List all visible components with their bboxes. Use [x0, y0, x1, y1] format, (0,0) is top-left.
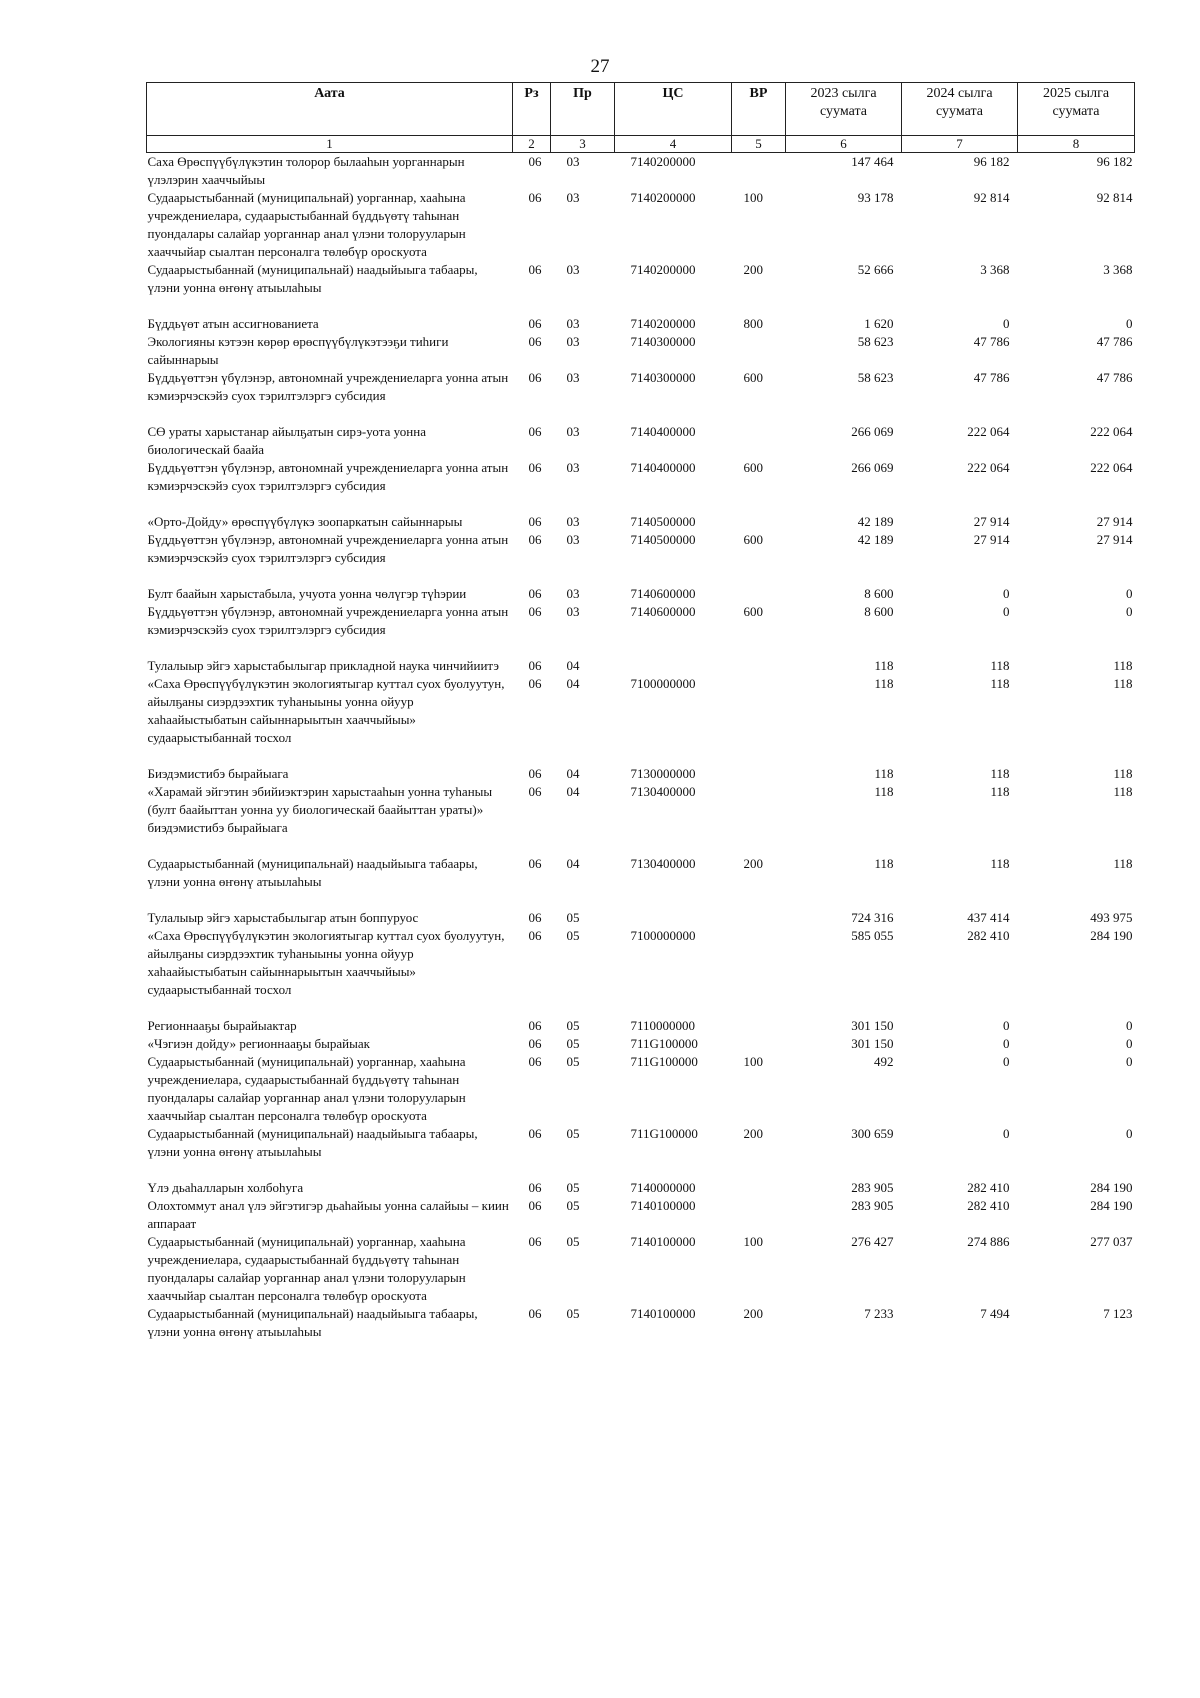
table-row	[147, 1125, 1135, 1179]
row-cs: 7140400000	[630, 460, 696, 475]
row-amount-2025: 0	[1126, 1126, 1133, 1141]
row-amount-2023: 52 666	[857, 262, 894, 277]
row-pr: 05	[566, 1306, 580, 1321]
row-pr: 03	[566, 514, 580, 529]
row-cs: 7100000000	[630, 928, 696, 943]
row-cs: 7140400000	[630, 424, 696, 439]
row-amount-2025: 118	[1113, 784, 1133, 799]
row-rz: 06	[528, 1018, 542, 1033]
row-cs: 7140200000	[630, 190, 696, 205]
row-name: Бүддьүөт атын ассигнованиета	[147, 316, 319, 331]
row-amount-2024: 222 064	[967, 460, 1010, 475]
row-amount-2025: 0	[1126, 316, 1133, 331]
row-rz: 06	[528, 784, 542, 799]
row-rz: 06	[528, 928, 542, 943]
row-cs: 711G100000	[630, 1126, 698, 1141]
row-cs: 7100000000	[630, 676, 696, 691]
row-name: Булт баайын харыстабыла, учуота уонна чөлүгэр түһэрии	[147, 586, 467, 601]
row-rz: 06	[528, 1180, 542, 1195]
row-name: Бүддьүөттэн үбүлэнэр, автономнай учреждениеларга уонна атын кэмиэрчэскэйэ суох тэрилтэлэргэ субсидия	[147, 532, 509, 565]
row-vr: 200	[743, 1306, 763, 1321]
row-name: Судаарыстыбаннай (муниципальнай) наадыйыыга табаары, үлэни уонна өҥөнү атыылаһыы	[147, 856, 478, 889]
row-amount-2023: 283 905	[851, 1180, 894, 1195]
column-header-pr: Пр	[551, 83, 615, 136]
row-pr: 05	[566, 1036, 580, 1051]
row-amount-2023: 1 620	[864, 316, 894, 331]
row-vr	[732, 153, 786, 190]
row-name: Тулалыыр эйгэ харыстабылыгар атын боппуруос	[147, 910, 419, 925]
row-amount-2025: 3 368	[1103, 262, 1133, 277]
column-number: 6	[786, 136, 902, 153]
row-rz: 06	[528, 424, 542, 439]
row-amount-2025: 118	[1113, 676, 1133, 691]
table-row	[147, 1233, 1135, 1305]
row-amount-2023: 8 600	[864, 586, 894, 601]
row-amount-2025: 0	[1126, 1054, 1133, 1069]
row-vr: 100	[743, 1234, 763, 1249]
column-number-row	[147, 136, 1135, 153]
table-row	[147, 927, 1135, 1017]
row-name: Судаарыстыбаннай (муниципальнай) наадыйыыга табаары, үлэни уонна өҥөнү атыылаһыы	[147, 262, 478, 295]
table-row	[147, 585, 1135, 603]
row-vr	[732, 1179, 786, 1197]
row-cs: 7140100000	[630, 1306, 696, 1321]
row-cs: 7130000000	[630, 766, 696, 781]
column-header-vr: ВР	[732, 83, 786, 136]
table-row	[147, 513, 1135, 531]
row-vr	[732, 675, 786, 765]
budget-sheet	[146, 82, 1133, 1341]
row-vr	[732, 927, 786, 1017]
row-vr	[732, 423, 786, 459]
row-pr: 04	[566, 856, 580, 871]
row-rz: 06	[528, 586, 542, 601]
row-amount-2025: 277 037	[1090, 1234, 1133, 1249]
row-vr	[732, 1017, 786, 1035]
row-amount-2023: 118	[874, 766, 894, 781]
row-amount-2023: 118	[874, 856, 894, 871]
row-vr	[732, 333, 786, 369]
column-header-cs: ЦС	[615, 83, 732, 136]
row-amount-2024: 222 064	[967, 424, 1010, 439]
row-amount-2024: 0	[1003, 586, 1010, 601]
row-amount-2023: 42 189	[857, 532, 894, 547]
row-amount-2023: 118	[874, 784, 894, 799]
row-name: Саха Өрөспүүбүлүкэтин толорор былааһын уорганнарын үлэлэрин хааччыйыы	[147, 154, 465, 187]
row-amount-2025: 284 190	[1090, 1198, 1133, 1213]
row-amount-2024: 3 368	[980, 262, 1010, 277]
row-pr: 03	[566, 154, 580, 169]
column-number: 5	[732, 136, 786, 153]
row-vr	[732, 513, 786, 531]
table-row	[147, 459, 1135, 513]
row-vr	[732, 1197, 786, 1233]
row-cs: 7140200000	[630, 154, 696, 169]
row-amount-2025: 222 064	[1090, 424, 1133, 439]
row-rz: 06	[528, 1234, 542, 1249]
row-cs: 7140300000	[630, 334, 696, 349]
row-vr	[732, 657, 786, 675]
column-number: 8	[1018, 136, 1135, 153]
row-vr: 200	[743, 1126, 763, 1141]
row-amount-2024: 47 786	[973, 334, 1010, 349]
row-pr: 05	[566, 910, 580, 925]
row-cs: 7140500000	[630, 532, 696, 547]
row-cs	[615, 657, 732, 675]
row-cs: 7140000000	[630, 1180, 696, 1195]
row-amount-2024: 0	[1003, 316, 1010, 331]
column-number: 3	[551, 136, 615, 153]
table-row	[147, 783, 1135, 855]
row-rz: 06	[528, 676, 542, 691]
row-amount-2025: 47 786	[1096, 370, 1133, 385]
row-amount-2024: 47 786	[973, 370, 1010, 385]
budget-table	[146, 82, 1135, 1341]
row-name: Бүддьүөттэн үбүлэнэр, автономнай учреждениеларга уонна атын кэмиэрчэскэйэ суох тэрилтэлэргэ субсидия	[147, 370, 509, 403]
row-pr: 03	[566, 262, 580, 277]
column-number: 7	[902, 136, 1018, 153]
row-amount-2025: 27 914	[1096, 532, 1133, 547]
table-row	[147, 855, 1135, 909]
column-header-rz: Рз	[513, 83, 551, 136]
row-amount-2024: 0	[1003, 604, 1010, 619]
row-amount-2025: 96 182	[1096, 154, 1133, 169]
row-cs	[615, 909, 732, 927]
row-cs: 7140200000	[630, 262, 696, 277]
row-pr: 03	[566, 586, 580, 601]
row-name: Регионнааҕы бырайыактар	[147, 1018, 297, 1033]
row-amount-2024: 0	[1003, 1036, 1010, 1051]
row-amount-2023: 724 316	[851, 910, 894, 925]
table-row	[147, 261, 1135, 315]
row-rz: 06	[528, 766, 542, 781]
row-amount-2024: 437 414	[967, 910, 1010, 925]
row-amount-2025: 0	[1126, 1036, 1133, 1051]
table-row	[147, 1179, 1135, 1197]
row-amount-2024: 118	[990, 766, 1010, 781]
row-amount-2023: 7 233	[864, 1306, 894, 1321]
row-name: Судаарыстыбаннай (муниципальнай) наадыйыыга табаары, үлэни уонна өҥөнү атыылаһыы	[147, 1126, 478, 1159]
row-cs: 7140200000	[630, 316, 696, 331]
table-row	[147, 603, 1135, 657]
row-amount-2024: 96 182	[973, 154, 1010, 169]
row-vr: 100	[743, 1054, 763, 1069]
row-vr: 200	[743, 856, 763, 871]
row-pr: 04	[566, 784, 580, 799]
table-row	[147, 531, 1135, 585]
row-rz: 06	[528, 604, 542, 619]
row-amount-2025: 118	[1113, 856, 1133, 871]
page-number: 27	[590, 56, 610, 77]
row-rz: 06	[528, 316, 542, 331]
row-amount-2023: 147 464	[851, 154, 894, 169]
row-amount-2025: 118	[1113, 658, 1133, 673]
column-number: 1	[147, 136, 513, 153]
row-amount-2024: 27 914	[973, 532, 1010, 547]
row-vr: 800	[743, 316, 763, 331]
row-name: Тулалыыр эйгэ харыстабылыгар прикладной наука чинчийиитэ	[147, 658, 500, 673]
row-amount-2024: 282 410	[967, 1180, 1010, 1195]
row-pr: 04	[566, 676, 580, 691]
row-amount-2024: 0	[1003, 1018, 1010, 1033]
row-amount-2023: 283 905	[851, 1198, 894, 1213]
row-name: Бүддьүөттэн үбүлэнэр, автономнай учреждениеларга уонна атын кэмиэрчэскэйэ суох тэрилтэлэргэ субсидия	[147, 460, 509, 493]
table-row	[147, 423, 1135, 459]
row-name: Судаарыстыбаннай (муниципальнай) уорганнар, хааһына учреждениелара, судаарыстыбаннай бүддьүөтү таһынан пуондалары салайар уорганнар анал үлэни толорууларын хааччыйар сыалтан персоналга төлөбүр ороскуота	[147, 1234, 466, 1303]
row-pr: 05	[566, 928, 580, 943]
table-row	[147, 1035, 1135, 1053]
table-row	[147, 315, 1135, 333]
row-pr: 05	[566, 1126, 580, 1141]
row-cs: 711G100000	[630, 1036, 698, 1051]
row-rz: 06	[528, 514, 542, 529]
column-header-2023: 2023 сылга суумата	[786, 83, 902, 136]
row-amount-2023: 301 150	[851, 1036, 894, 1051]
row-amount-2023: 118	[874, 676, 894, 691]
row-name: «Саха Өрөспүүбүлүкэтин экологиятыгар куттал суох буолуутун, айылҕаны сиэрдээхтик туһаныыны уонна ойуур хаһаайыстыбатын сайыннарыытын хааччыйыы» судаарыстыбаннай тосхол	[147, 928, 505, 997]
row-amount-2023: 276 427	[851, 1234, 894, 1249]
row-amount-2023: 58 623	[857, 334, 894, 349]
row-name: Экологияны кэтээн көрөр өрөспүүбүлүкэтээҕи тиһиги сайыннарыы	[147, 334, 449, 367]
row-cs: 711G100000	[630, 1054, 698, 1069]
row-rz: 06	[528, 658, 542, 673]
table-row	[147, 189, 1135, 261]
table-row	[147, 765, 1135, 783]
row-amount-2025: 284 190	[1090, 1180, 1133, 1195]
table-row	[147, 1017, 1135, 1035]
row-amount-2024: 282 410	[967, 1198, 1010, 1213]
row-rz: 06	[528, 1054, 542, 1069]
row-cs: 7140600000	[630, 604, 696, 619]
row-rz: 06	[528, 1198, 542, 1213]
row-pr: 05	[566, 1018, 580, 1033]
row-rz: 06	[528, 190, 542, 205]
row-amount-2023: 266 069	[851, 460, 894, 475]
row-amount-2025: 0	[1126, 586, 1133, 601]
row-cs: 7140500000	[630, 514, 696, 529]
column-header-2025: 2025 сылга суумата	[1018, 83, 1135, 136]
row-vr	[732, 909, 786, 927]
row-amount-2023: 585 055	[851, 928, 894, 943]
column-number: 4	[615, 136, 732, 153]
row-amount-2025: 0	[1126, 604, 1133, 619]
row-rz: 06	[528, 1126, 542, 1141]
row-rz: 06	[528, 910, 542, 925]
row-amount-2025: 493 975	[1090, 910, 1133, 925]
row-rz: 06	[528, 1306, 542, 1321]
table-row	[147, 1305, 1135, 1341]
row-amount-2025: 118	[1113, 766, 1133, 781]
row-vr	[732, 1035, 786, 1053]
row-amount-2025: 47 786	[1096, 334, 1133, 349]
row-vr	[732, 783, 786, 855]
row-cs: 7130400000	[630, 784, 696, 799]
row-pr: 04	[566, 766, 580, 781]
table-row	[147, 1197, 1135, 1233]
row-name: Судаарыстыбаннай (муниципальнай) уорганнар, хааһына учреждениелара, судаарыстыбаннай бүддьүөтү таһынан пуондалары салайар уорганнар анал үлэни толорууларын хааччыйар сыалтан персоналга төлөбүр ороскуота	[147, 1054, 466, 1123]
row-amount-2023: 300 659	[851, 1126, 894, 1141]
row-amount-2024: 118	[990, 658, 1010, 673]
row-name: Олохтоммут анал үлэ эйгэтигэр дьаһайыы уонна салайыы – киин аппараат	[147, 1198, 509, 1231]
row-pr: 04	[566, 658, 580, 673]
row-name: Бүддьүөттэн үбүлэнэр, автономнай учреждениеларга уонна атын кэмиэрчэскэйэ суох тэрилтэлэргэ субсидия	[147, 604, 509, 637]
row-name: «Орто-Дойду» өрөспүүбүлүкэ зоопаркатын сайыннарыы	[147, 514, 463, 529]
row-pr: 03	[566, 424, 580, 439]
row-vr	[732, 585, 786, 603]
row-pr: 03	[566, 370, 580, 385]
row-amount-2025: 7 123	[1103, 1306, 1133, 1321]
row-name: Судаарыстыбаннай (муниципальнай) уорганнар, хааһына учреждениелара, судаарыстыбаннай бүддьүөтү таһынан пуондалары салайар уорганнар анал үлэни толорууларын хааччыйар сыалтан персоналга төлөбүр ороскуота	[147, 190, 466, 259]
row-rz: 06	[528, 370, 542, 385]
row-amount-2023: 8 600	[864, 604, 894, 619]
row-name: «Чэгиэн дойду» регионнааҕы бырайыак	[147, 1036, 370, 1051]
row-amount-2023: 266 069	[851, 424, 894, 439]
row-amount-2024: 0	[1003, 1054, 1010, 1069]
row-pr: 03	[566, 190, 580, 205]
row-name: Үлэ дьаһалларын холбоһуга	[147, 1180, 304, 1195]
row-pr: 05	[566, 1198, 580, 1213]
row-amount-2024: 274 886	[967, 1234, 1010, 1249]
row-amount-2024: 7 494	[980, 1306, 1010, 1321]
row-pr: 03	[566, 460, 580, 475]
row-name: «Саха Өрөспүүбүлүкэтин экологиятыгар куттал суох буолуутун, айылҕаны сиэрдээхтик туһаныыны уонна ойуур хаһаайыстыбатын сайыннарыытын хааччыйыы» судаарыстыбаннай тосхол	[147, 676, 505, 745]
row-rz: 06	[528, 1036, 542, 1051]
row-pr: 05	[566, 1180, 580, 1195]
row-amount-2025: 222 064	[1090, 460, 1133, 475]
row-amount-2023: 93 178	[857, 190, 894, 205]
row-name: «Харамай эйгэтин эбийиэктэрин харыстааһын уонна туһаныы (булт баайыттан уонна уу биологическай баайыттан ураты)» биэдэмистибэ бырайыага	[147, 784, 493, 835]
row-amount-2024: 118	[990, 856, 1010, 871]
budget-table-body	[147, 153, 1135, 1342]
row-amount-2023: 301 150	[851, 1018, 894, 1033]
table-row	[147, 153, 1135, 190]
row-name: Биэдэмистибэ бырайыага	[147, 766, 289, 781]
row-amount-2025: 92 814	[1096, 190, 1133, 205]
row-cs: 7140100000	[630, 1234, 696, 1249]
column-header-2024: 2024 сылга суумата	[902, 83, 1018, 136]
row-rz: 06	[528, 856, 542, 871]
table-row	[147, 909, 1135, 927]
row-vr: 100	[743, 190, 763, 205]
row-pr: 03	[566, 604, 580, 619]
row-vr: 600	[743, 532, 763, 547]
table-row	[147, 657, 1135, 675]
row-vr: 200	[743, 262, 763, 277]
row-rz: 06	[528, 532, 542, 547]
row-pr: 03	[566, 316, 580, 331]
row-amount-2023: 118	[874, 658, 894, 673]
row-vr: 600	[743, 604, 763, 619]
row-vr	[732, 765, 786, 783]
row-vr: 600	[743, 370, 763, 385]
table-row	[147, 1053, 1135, 1125]
table-row	[147, 369, 1135, 423]
row-amount-2025: 284 190	[1090, 928, 1133, 943]
table-row	[147, 675, 1135, 765]
column-header-name: Аата	[147, 83, 513, 136]
row-pr: 05	[566, 1234, 580, 1249]
row-amount-2024: 282 410	[967, 928, 1010, 943]
row-rz: 06	[528, 154, 542, 169]
row-vr: 600	[743, 460, 763, 475]
row-cs: 7130400000	[630, 856, 696, 871]
row-amount-2023: 58 623	[857, 370, 894, 385]
row-amount-2023: 492	[874, 1054, 894, 1069]
row-amount-2024: 27 914	[973, 514, 1010, 529]
row-amount-2024: 118	[990, 676, 1010, 691]
row-cs: 7140300000	[630, 370, 696, 385]
row-cs: 7110000000	[630, 1018, 696, 1033]
row-amount-2024: 0	[1003, 1126, 1010, 1141]
column-number: 2	[513, 136, 551, 153]
row-cs: 7140600000	[630, 586, 696, 601]
row-name: СӨ ураты харыстанар айылҕатын сирэ-уота уонна биологическай баайа	[147, 424, 426, 457]
row-name: Судаарыстыбаннай (муниципальнай) наадыйыыга табаары, үлэни уонна өҥөнү атыылаһыы	[147, 1306, 478, 1339]
row-rz: 06	[528, 262, 542, 277]
row-amount-2023: 42 189	[857, 514, 894, 529]
row-rz: 06	[528, 460, 542, 475]
header-row	[147, 83, 1135, 136]
row-pr: 05	[566, 1054, 580, 1069]
row-rz: 06	[528, 334, 542, 349]
table-row	[147, 333, 1135, 369]
row-cs: 7140100000	[630, 1198, 696, 1213]
row-pr: 03	[566, 532, 580, 547]
row-amount-2024: 92 814	[973, 190, 1010, 205]
row-amount-2024: 118	[990, 784, 1010, 799]
row-amount-2025: 0	[1126, 1018, 1133, 1033]
row-amount-2025: 27 914	[1096, 514, 1133, 529]
row-pr: 03	[566, 334, 580, 349]
